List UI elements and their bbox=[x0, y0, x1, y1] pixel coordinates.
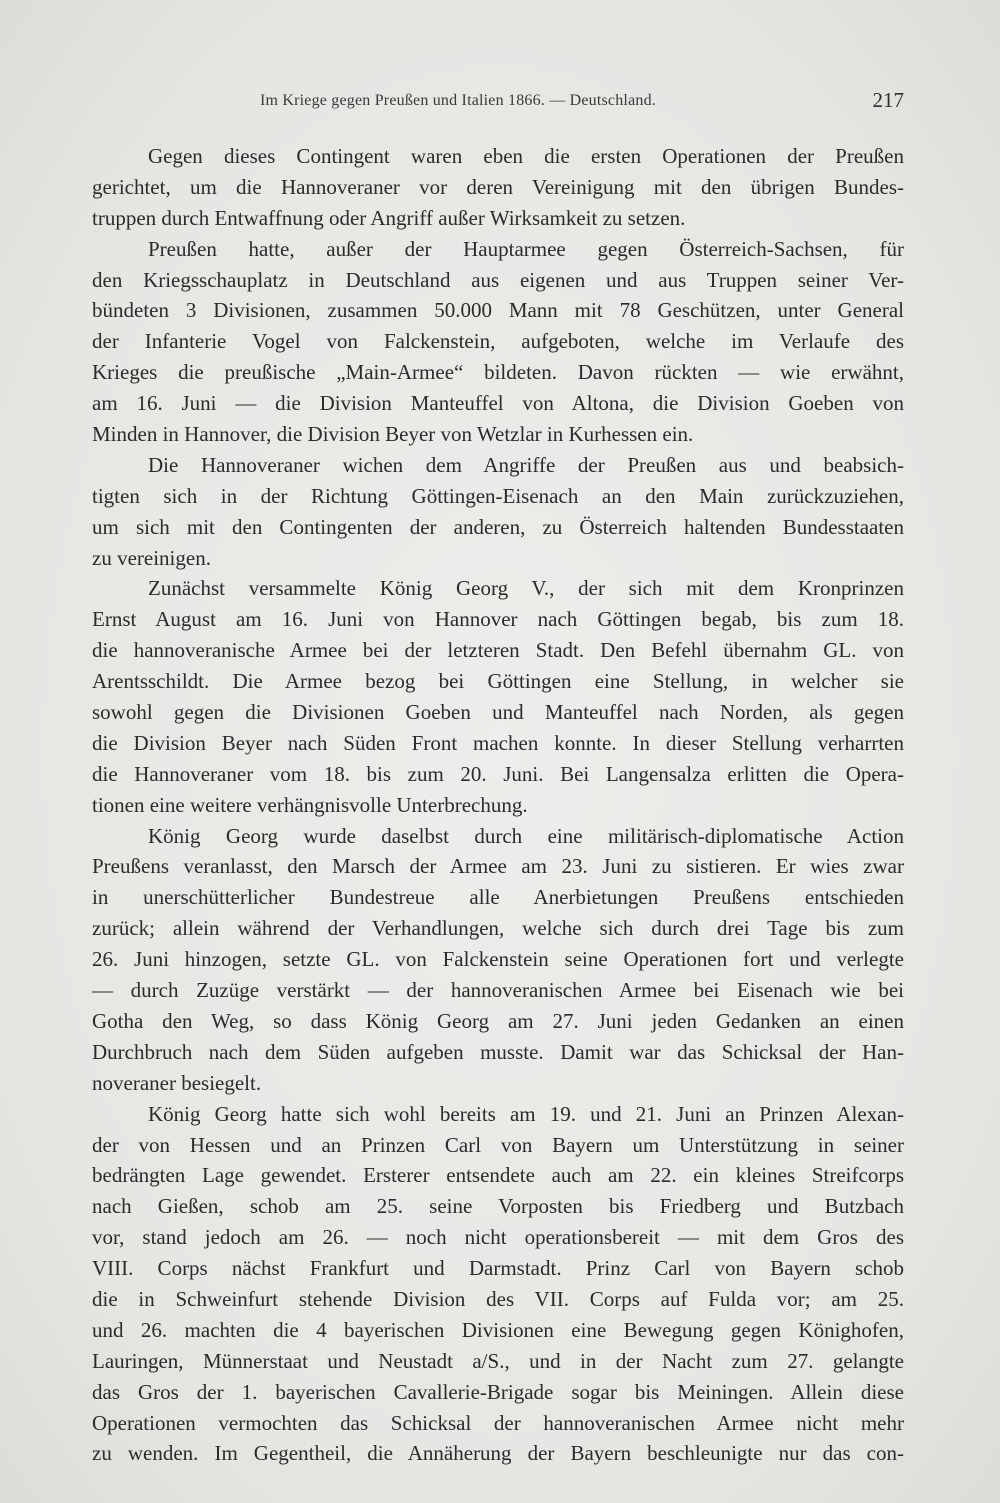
text-line: — durch Zuzüge verstärkt — der hannoveranischen Armee bei Eisenach wie bei bbox=[92, 978, 904, 1003]
text-line: VIII. Corps nächst Frankfurt und Darmstadt. Prinz Carl von Bayern schob bbox=[92, 1256, 904, 1281]
text-line: bündeten 3 Divisionen, zusammen 50.000 Mann mit 78 Geschützen, unter General bbox=[92, 298, 904, 323]
text-line: zu vereinigen. bbox=[92, 545, 211, 570]
text-line: gerichtet, um die Hannoveraner vor deren Vereinigung mit den übrigen Bundes- bbox=[92, 174, 904, 199]
text-line: noveraner besiegelt. bbox=[92, 1070, 262, 1095]
running-head: Im Kriege gegen Preußen und Italien 1866. — Deutschland. bbox=[260, 92, 656, 109]
text-line: am 16. Juni — die Division Manteuffel von Altona, die Division Goeben von bbox=[92, 391, 904, 416]
text-line: Durchbruch nach dem Süden aufgeben musste. Damit war das Schicksal der Han- bbox=[92, 1039, 904, 1064]
text-line: Ernst August am 16. Juni von Hannover nach Göttingen begab, bis zum 18. bbox=[92, 607, 904, 632]
text-line: Preußen hatte, außer der Hauptarmee gegen Österreich-Sachsen, für bbox=[148, 236, 904, 261]
text-line: Minden in Hannover, die Division Beyer von Wetzlar in Kurhessen ein. bbox=[92, 422, 694, 447]
text-line: 26. Juni hinzogen, setzte GL. von Falckenstein seine Operationen fort und verlegte bbox=[92, 947, 904, 972]
text-line: um sich mit den Contingenten der anderen, zu Österreich haltenden Bundesstaaten bbox=[92, 514, 904, 539]
text-line: vor, stand jedoch am 26. — noch nicht operationsbereit — mit dem Gros des bbox=[92, 1225, 904, 1250]
text-line: der von Hessen und an Prinzen Carl von Bayern um Unterstützung in seiner bbox=[92, 1132, 904, 1157]
text-line: die in Schweinfurt stehende Division des VII. Corps auf Fulda vor; am 25. bbox=[92, 1286, 904, 1311]
text-line: Gegen dieses Contingent waren eben die ersten Operationen der Preußen bbox=[148, 144, 904, 168]
text-line: nach Gießen, schob am 25. seine Vorposten bis Friedberg und Butzbach bbox=[92, 1194, 904, 1219]
text-line: das Gros der 1. bayerischen Cavallerie-Brigade sogar bis Meiningen. Allein diese bbox=[92, 1379, 904, 1404]
text-line: sowohl gegen die Divisionen Goeben und Manteuffel nach Norden, als gegen bbox=[92, 700, 904, 725]
text-line: und 26. machten die 4 bayerischen Divisionen eine Bewegung gegen Könighofen, bbox=[92, 1317, 904, 1342]
text-line: Preußens veranlasst, den Marsch der Armee am 23. Juni zu sistieren. Er wies zwar bbox=[92, 854, 904, 879]
text-line: tigten sich in der Richtung Göttingen-Eisenach an den Main zurückzuziehen, bbox=[92, 483, 904, 508]
text-line: den Kriegsschauplatz in Deutschland aus eigenen und aus Truppen seiner Ver- bbox=[92, 267, 904, 292]
text-line: Zunächst versammelte König Georg V., der sich mit dem Kronprinzen bbox=[148, 576, 904, 601]
text-line: die Division Beyer nach Süden Front machen konnte. In dieser Stellung verharrten bbox=[92, 730, 904, 755]
text-line: tionen eine weitere verhängnisvolle Unterbrechung. bbox=[92, 792, 528, 817]
text-line: König Georg wurde daselbst durch eine militärisch-diplomatische Action bbox=[148, 823, 904, 848]
text-line: Lauringen, Münnerstaat und Neustadt a/S., und in der Nacht zum 27. gelangte bbox=[92, 1348, 904, 1373]
text-line: truppen durch Entwaffnung oder Angriff außer Wirksamkeit zu setzen. bbox=[92, 205, 686, 230]
text-line: der Infanterie Vogel von Falckenstein, aufgeboten, welche im Verlaufe des bbox=[92, 329, 904, 354]
page-number: 217 bbox=[872, 88, 904, 112]
text-line: König Georg hatte sich wohl bereits am 19. und 21. Juni an Prinzen Alexan- bbox=[148, 1101, 904, 1126]
text-line: zurück; allein während der Verhandlungen, welche sich durch drei Tage bis zum bbox=[92, 916, 904, 941]
text-line: bedrängten Lage gewendet. Ersterer entsendete auch am 22. ein kleines Streifcorps bbox=[92, 1163, 904, 1188]
body-text bbox=[92, 141, 904, 1469]
text-line: Gotha den Weg, so dass König Georg am 27. Juni jeden Gedanken an einen bbox=[92, 1008, 904, 1033]
text-line: Arentsschildt. Die Armee bezog bei Göttingen eine Stellung, in welcher sie bbox=[92, 669, 904, 694]
text-line: in unerschütterlicher Bundestreue alle Anerbietungen Preußens entschieden bbox=[92, 885, 904, 910]
text-line: die hannoveranische Armee bei der letzteren Stadt. Den Befehl übernahm GL. von bbox=[92, 638, 904, 663]
text-line: Die Hannoveraner wichen dem Angriffe der Preußen aus und beabsich- bbox=[148, 452, 904, 477]
text-line: die Hannoveraner vom 18. bis zum 20. Juni. Bei Langensalza erlitten die Opera- bbox=[92, 761, 904, 786]
text-line: Operationen vermochten das Schicksal der hannoveranischen Armee nicht mehr bbox=[92, 1410, 904, 1435]
page-header bbox=[92, 88, 904, 118]
text-line: Krieges die preußische „Main-Armee“ bildeten. Davon rückten — wie erwähnt, bbox=[92, 360, 904, 385]
text-line: zu wenden. Im Gegentheil, die Annäherung der Bayern beschleunigte nur das con- bbox=[92, 1441, 904, 1466]
